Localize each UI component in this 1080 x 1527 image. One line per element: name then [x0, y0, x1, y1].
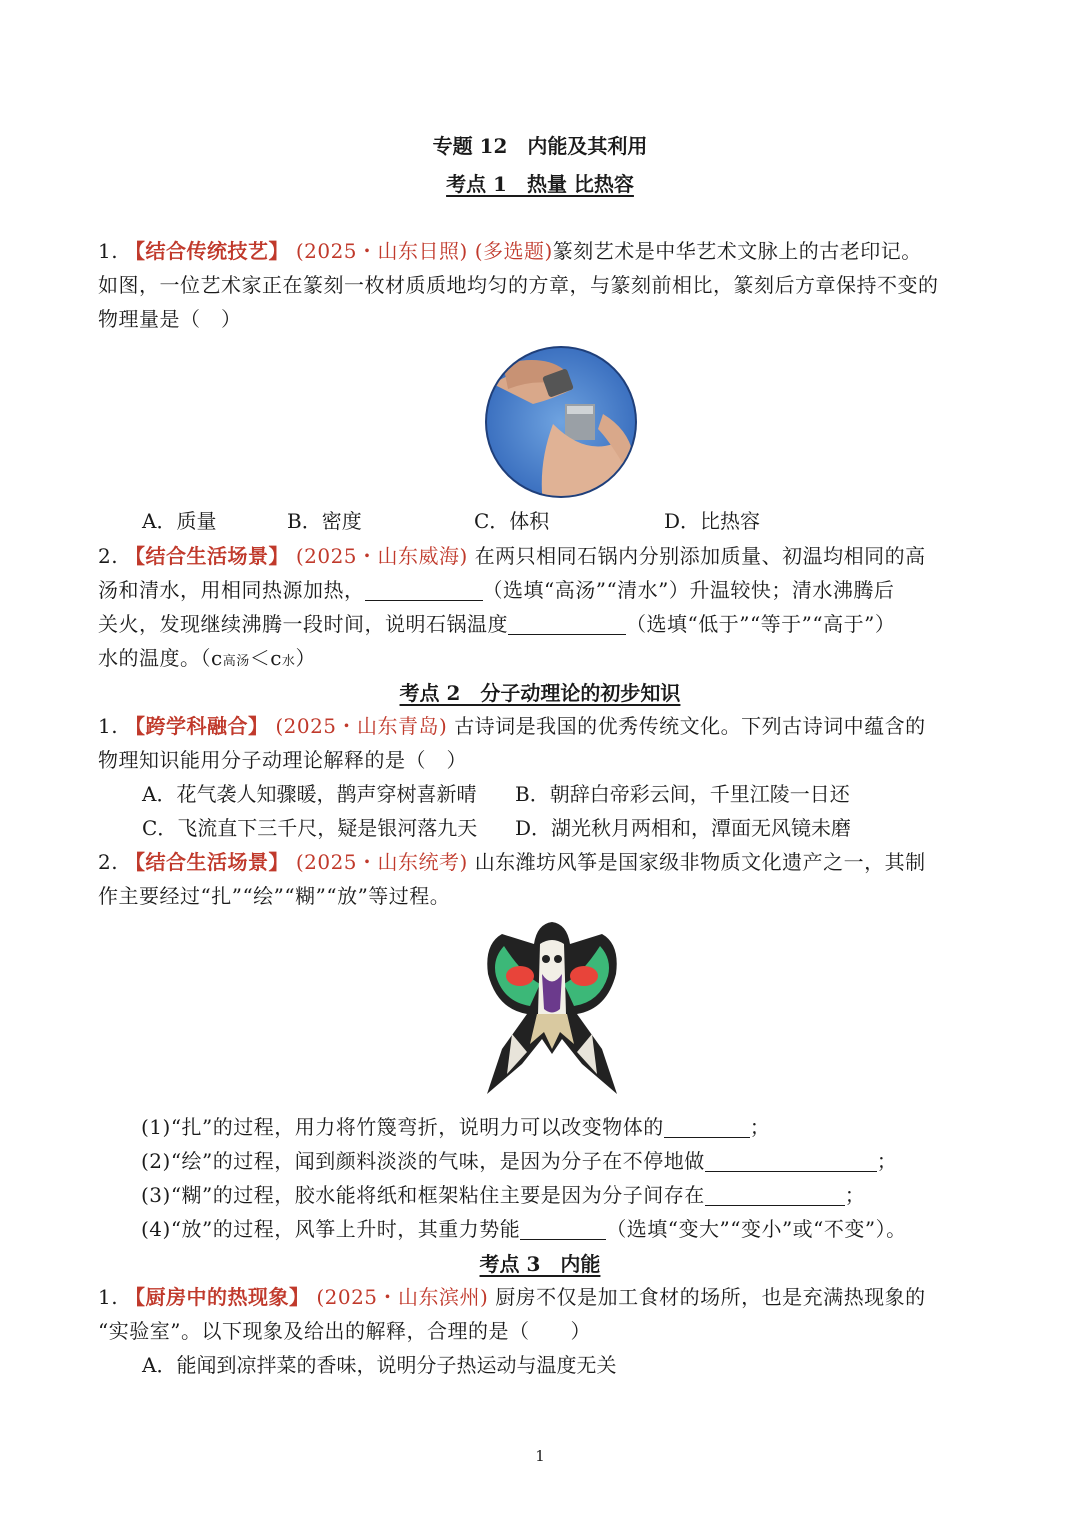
s3q1-line2: “实验室”。以下现象及给出的解释，合理的是（ ） — [98, 1319, 591, 1343]
s1q1-line3: 物理量是（ ） — [98, 307, 242, 331]
question-text: (2)“绘”的过程，闻到颜料淡淡的气味，是因为分子在不停地做 — [141, 1149, 705, 1173]
question-source: (2025・山东滨州) — [316, 1285, 489, 1309]
s1q2-line4 — [98, 643, 316, 677]
s2q2-line1 — [98, 847, 926, 877]
question-number: 2. — [98, 544, 119, 568]
answer-blank[interactable] — [365, 578, 483, 601]
question-text: ＜c — [249, 646, 282, 670]
question-number: 1. — [98, 714, 119, 738]
section2-heading: 考点 2 分子动理论的初步知识 — [399, 681, 681, 705]
s2q2-sub2 — [141, 1146, 897, 1176]
s2q2-sub1 — [141, 1112, 770, 1142]
question-text: 古诗词是我国的优秀传统文化。下列古诗词中蕴含的 — [454, 714, 926, 738]
question-text: (4)“放”的过程，风筝上升时，其重力势能 — [141, 1217, 521, 1241]
question-text: 水的温度。（c — [98, 646, 223, 670]
punctuation: ； — [876, 1149, 898, 1173]
question-text: ） — [295, 646, 316, 670]
section2-heading-wrap — [0, 677, 1080, 706]
section1-heading-wrap — [0, 168, 1080, 197]
question-tag: 【厨房中的热现象】 — [124, 1285, 310, 1309]
answer-blank[interactable] — [664, 1115, 750, 1138]
subscript: 水 — [281, 654, 296, 669]
question-type: (多选题) — [474, 239, 553, 263]
s1q2-line1 — [98, 541, 926, 571]
seal-carving-figure — [483, 344, 639, 500]
question-text: 在两只相同石锅内分别添加质量、初温均相同的高 — [474, 544, 926, 568]
question-text: 关火，发现继续沸腾一段时间，说明石锅温度 — [98, 612, 508, 636]
question-text: 山东潍坊风筝是国家级非物质文化遗产之一，其制 — [474, 850, 926, 874]
s2q2-sub4 — [141, 1214, 907, 1244]
question-text: （选填“低于”“等于”“高于”） — [626, 612, 896, 636]
question-text: （选填“变大”“变小”或“不变”）。 — [606, 1217, 907, 1241]
s1q2-line2 — [98, 575, 894, 605]
s2q1-option-b: B．朝辞白帝彩云间，千里江陵一日还 — [515, 782, 850, 806]
question-text: （选填“高汤”“清水”）升温较快；清水沸腾后 — [482, 578, 895, 602]
punctuation: ； — [844, 1183, 866, 1207]
s1q1-line2: 如图，一位艺术家正在篆刻一枚材质质地均匀的方章，与篆刻前相比，篆刻后方章保持不变的 — [98, 273, 939, 297]
s1q1-option-c: C．体积 — [474, 509, 550, 533]
question-number: 1. — [98, 239, 119, 263]
question-tag: 【跨学科融合】 — [124, 714, 269, 738]
s3q1-line1 — [98, 1282, 926, 1312]
question-text: 厨房不仅是加工食材的场所，也是充满热现象的 — [495, 1285, 926, 1309]
question-tag: 【结合传统技艺】 — [124, 239, 289, 263]
s2q1-line1 — [98, 711, 926, 741]
s1q1-option-a: A．质量 — [142, 509, 217, 533]
s1q1-line1 — [98, 236, 922, 266]
question-tag: 【结合生活场景】 — [124, 544, 289, 568]
section1-heading: 考点 1 热量 比热容 — [446, 172, 634, 196]
s2q1-option-d: D．湖光秋月两相和，潭面无风镜未磨 — [515, 816, 852, 840]
punctuation: ； — [749, 1115, 771, 1139]
answer-blank[interactable] — [705, 1149, 877, 1172]
s2q2-sub3 — [141, 1180, 865, 1210]
question-tag: 【结合生活场景】 — [124, 850, 289, 874]
answer-blank[interactable] — [705, 1183, 845, 1206]
question-number: 1. — [98, 1285, 119, 1309]
question-text: 汤和清水，用相同热源加热， — [98, 578, 365, 602]
s1q1-option-d: D．比热容 — [664, 509, 761, 533]
page-number: 1 — [535, 1447, 545, 1465]
kite-figure — [482, 914, 622, 1100]
s2q1-line2: 物理知识能用分子动理论解释的是（ ） — [98, 748, 467, 772]
s1q1-option-b: B．密度 — [287, 509, 362, 533]
s2q1-option-c: C．飞流直下三千尺，疑是银河落九天 — [142, 816, 478, 840]
s2q2-line2: 作主要经过“扎”“绘”“糊”“放”等过程。 — [98, 884, 451, 908]
question-source: (2025・山东威海) — [295, 544, 468, 568]
question-text: 篆刻艺术是中华艺术文脉上的古老印记。 — [552, 239, 922, 263]
s1q2-line3 — [98, 609, 895, 639]
question-text: (3)“糊”的过程，胶水能将纸和框架粘住主要是因为分子间存在 — [141, 1183, 705, 1207]
question-number: 2. — [98, 850, 119, 874]
question-source: (2025・山东统考) — [295, 850, 468, 874]
answer-blank[interactable] — [520, 1217, 606, 1240]
question-source: (2025・山东青岛) — [275, 714, 448, 738]
section3-heading-wrap — [0, 1248, 1080, 1277]
question-source: (2025・山东日照) — [295, 239, 468, 263]
question-text: (1)“扎”的过程，用力将竹篾弯折，说明力可以改变物体的 — [141, 1115, 664, 1139]
s2q1-option-a: A．花气袭人知骤暖，鹊声穿树喜新晴 — [142, 782, 477, 806]
subscript: 高汤 — [222, 654, 250, 669]
section3-heading: 考点 3 内能 — [479, 1252, 601, 1276]
s3q1-option-a: A．能闻到凉拌菜的香味，说明分子热运动与温度无关 — [142, 1353, 617, 1377]
answer-blank[interactable] — [508, 612, 626, 635]
page-title: 专题 12 内能及其利用 — [432, 134, 648, 158]
